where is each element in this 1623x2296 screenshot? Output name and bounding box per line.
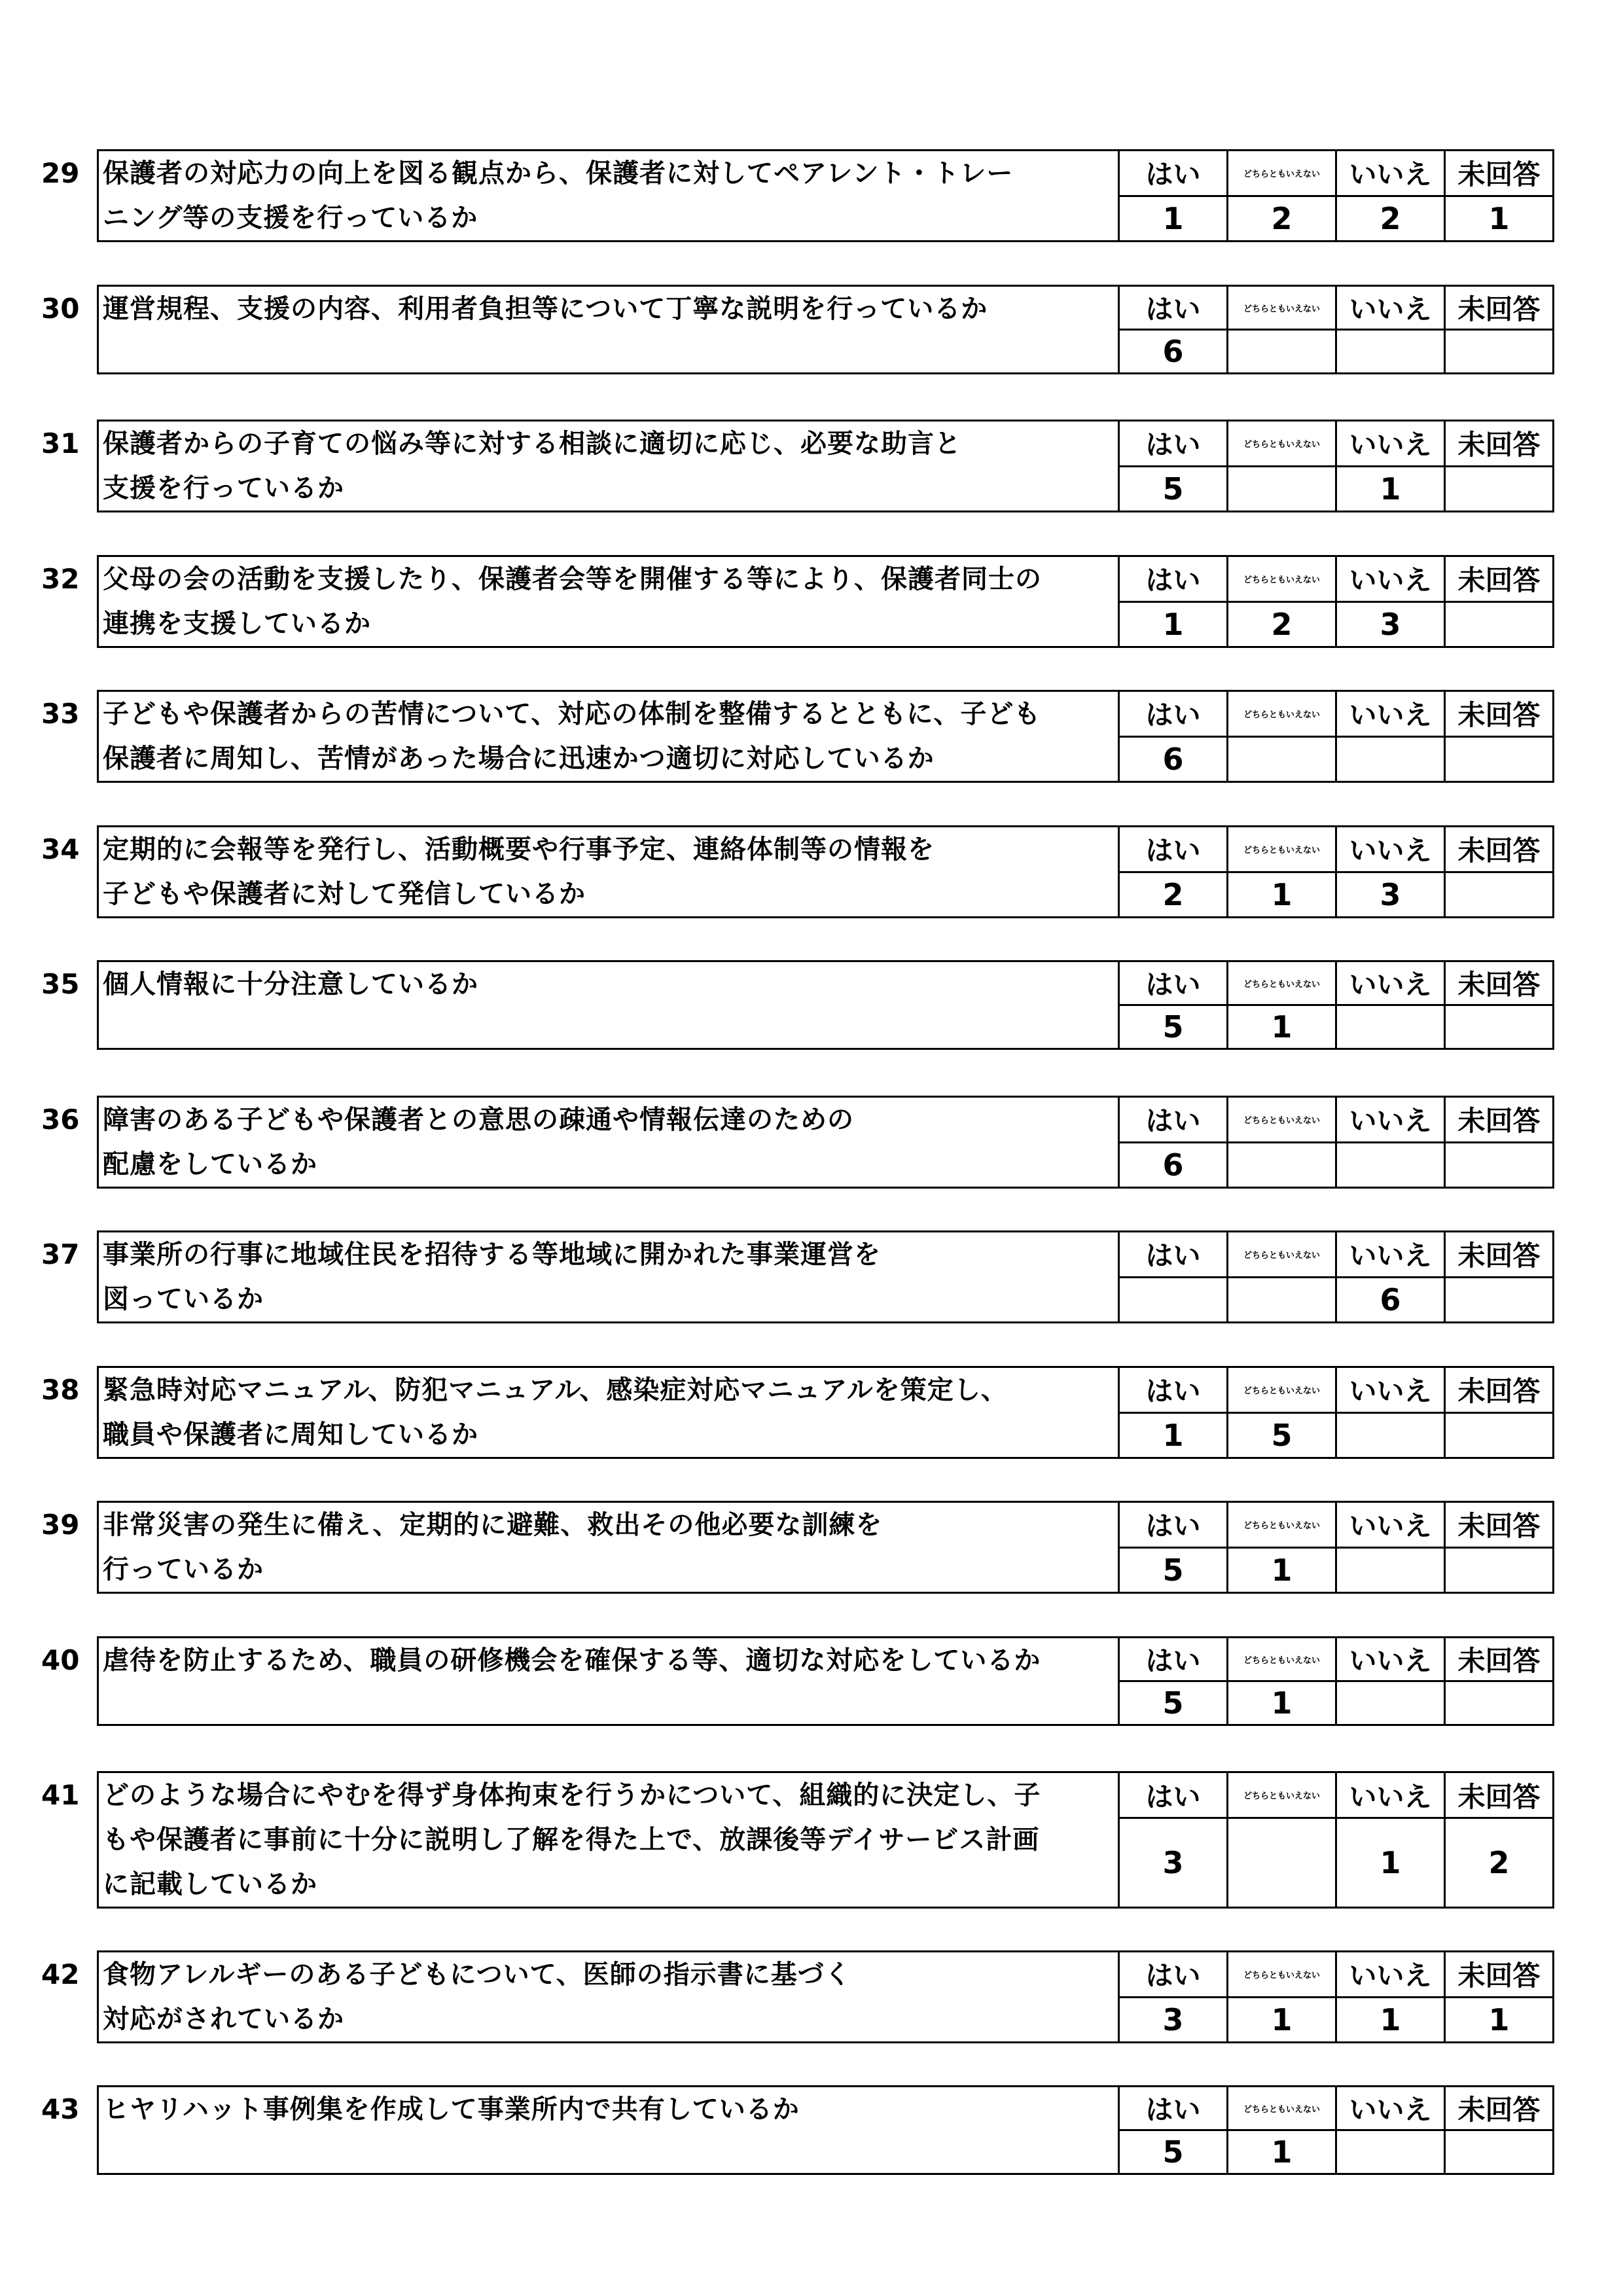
answer-count xyxy=(1228,736,1336,782)
question-text xyxy=(98,1772,1119,1908)
question-number: 35 xyxy=(41,968,80,1000)
question-number: 31 xyxy=(41,427,80,459)
question-text xyxy=(98,1232,1119,1323)
question-text-line: 個人情報に十分注意しているか xyxy=(103,969,478,999)
question-text-line: 行っているか xyxy=(103,1554,264,1585)
answer-count: 1 xyxy=(1445,1997,1554,2043)
question-number: 30 xyxy=(41,293,80,325)
question-item xyxy=(41,1950,1543,2043)
question-item xyxy=(41,1096,1543,1189)
answer-header: いいえ xyxy=(1336,1502,1445,1548)
answer-count: 2 xyxy=(1445,1818,1554,1908)
answer-count: 5 xyxy=(1119,466,1228,512)
question-item xyxy=(41,960,1543,1050)
answer-header: はい xyxy=(1119,1097,1228,1143)
question-text-line: 虐待を防止するため、職員の研修機会を確保する等、適切な対応をしているか xyxy=(103,1645,1041,1676)
answer-count: 6 xyxy=(1336,1277,1445,1323)
question-text xyxy=(98,151,1119,242)
answer-header: はい xyxy=(1119,1502,1228,1548)
answer-count: 1 xyxy=(1119,1412,1228,1458)
question-text-line: 緊急時対応マニュアル、防犯マニュアル、感染症対応マニュアルを策定し、 xyxy=(103,1375,1008,1405)
answer-count: 1 xyxy=(1228,2130,1336,2174)
answer-header: どちらともいえない xyxy=(1228,286,1336,330)
answer-count xyxy=(1445,1412,1554,1458)
answer-count: 2 xyxy=(1119,872,1228,918)
answer-header: いいえ xyxy=(1336,1952,1445,1998)
answer-header: はい xyxy=(1119,2087,1228,2130)
answer-count xyxy=(1445,1547,1554,1593)
question-text-line: 職員や保護者に周知しているか xyxy=(103,1420,478,1450)
answer-header: 未回答 xyxy=(1445,1097,1554,1143)
question-text-line: もや保護者に事前に十分に説明し了解を得た上で、放課後等デイサービス計画 xyxy=(103,1825,1040,1855)
answer-count: 1 xyxy=(1228,1997,1336,2043)
answer-header: はい xyxy=(1119,286,1228,330)
question-text-line: 子どもや保護者に対して発信しているか xyxy=(103,879,586,909)
answer-count xyxy=(1228,466,1336,512)
question-number: 29 xyxy=(41,157,80,189)
answer-count xyxy=(1445,2130,1554,2174)
answer-header: 未回答 xyxy=(1445,151,1554,196)
answer-header: どちらともいえない xyxy=(1228,556,1336,602)
question-text-line: 連携を支援しているか xyxy=(103,609,371,639)
question-table xyxy=(97,825,1554,918)
answer-header: いいえ xyxy=(1336,1772,1445,1818)
question-item xyxy=(41,1771,1543,1909)
answer-count xyxy=(1336,1681,1445,1725)
answer-header: どちらともいえない xyxy=(1228,2087,1336,2130)
answer-header: 未回答 xyxy=(1445,1952,1554,1998)
question-table xyxy=(97,149,1554,242)
answer-header: 未回答 xyxy=(1445,286,1554,330)
answer-count: 5 xyxy=(1228,1412,1336,1458)
question-item xyxy=(41,285,1543,374)
answer-header: どちらともいえない xyxy=(1228,961,1336,1005)
question-text-line: 保護者に周知し、苦情があった場合に迅速かつ適切に対応しているか xyxy=(103,744,935,774)
answer-header: はい xyxy=(1119,1367,1228,1413)
answer-count: 2 xyxy=(1336,196,1445,242)
answer-count xyxy=(1445,736,1554,782)
answer-header: いいえ xyxy=(1336,961,1445,1005)
question-number: 40 xyxy=(41,1644,80,1676)
question-text-line: 障害のある子どもや保護者との意思の疎通や情報伝達のための xyxy=(103,1105,854,1135)
question-text xyxy=(98,691,1119,782)
question-text xyxy=(98,1638,1119,1725)
question-text xyxy=(98,1097,1119,1188)
answer-header: 未回答 xyxy=(1445,1502,1554,1548)
question-text-line: 父母の会の活動を支援したり、保護者会等を開催する等により、保護者同士の xyxy=(103,564,1042,594)
answer-header: 未回答 xyxy=(1445,961,1554,1005)
answer-header: いいえ xyxy=(1336,421,1445,467)
question-text-line: 保護者の対応力の向上を図る観点から、保護者に対してペアレント・トレー xyxy=(103,158,1014,188)
answer-header: 未回答 xyxy=(1445,691,1554,737)
answer-header: どちらともいえない xyxy=(1228,421,1336,467)
question-text xyxy=(98,1952,1119,2043)
question-number: 32 xyxy=(41,563,80,595)
answer-count xyxy=(1445,1142,1554,1188)
answer-header: はい xyxy=(1119,691,1228,737)
answer-count: 2 xyxy=(1228,196,1336,242)
question-text-line: 定期的に会報等を発行し、活動概要や行事予定、連絡体制等の情報を xyxy=(103,834,935,865)
answer-count xyxy=(1445,601,1554,647)
question-table xyxy=(97,1096,1554,1189)
answer-count: 3 xyxy=(1336,872,1445,918)
answer-header: はい xyxy=(1119,1232,1228,1278)
answer-count xyxy=(1445,330,1554,374)
answer-count xyxy=(1445,1277,1554,1323)
question-table xyxy=(97,690,1554,783)
question-table xyxy=(97,1230,1554,1323)
answer-header: はい xyxy=(1119,151,1228,196)
question-table xyxy=(97,420,1554,512)
question-text-line: 子どもや保護者からの苦情について、対応の体制を整備するとともに、子ども xyxy=(103,699,1041,729)
question-item xyxy=(41,825,1543,918)
question-number: 38 xyxy=(41,1374,80,1406)
answer-header: はい xyxy=(1119,421,1228,467)
answer-header: いいえ xyxy=(1336,1367,1445,1413)
answer-count: 3 xyxy=(1119,1997,1228,2043)
question-item xyxy=(41,1501,1543,1594)
question-item xyxy=(41,555,1543,648)
question-table xyxy=(97,1366,1554,1459)
answer-header: いいえ xyxy=(1336,1638,1445,1681)
answer-header: どちらともいえない xyxy=(1228,1502,1336,1548)
answer-count: 1 xyxy=(1228,1681,1336,1725)
answer-header: 未回答 xyxy=(1445,421,1554,467)
answer-count xyxy=(1336,736,1445,782)
question-item xyxy=(41,149,1543,242)
question-table xyxy=(97,1771,1554,1909)
answer-count: 3 xyxy=(1119,1818,1228,1908)
answer-count xyxy=(1445,466,1554,512)
question-text xyxy=(98,961,1119,1049)
question-number: 33 xyxy=(41,698,80,730)
question-number: 36 xyxy=(41,1103,80,1136)
answer-count xyxy=(1445,872,1554,918)
question-table xyxy=(97,1950,1554,2043)
answer-count: 1 xyxy=(1336,1997,1445,2043)
question-item xyxy=(41,1366,1543,1459)
question-item xyxy=(41,1636,1543,1726)
answer-header: 未回答 xyxy=(1445,556,1554,602)
question-text xyxy=(98,2087,1119,2174)
answer-count: 1 xyxy=(1228,872,1336,918)
answer-count xyxy=(1445,1005,1554,1049)
answer-header: はい xyxy=(1119,961,1228,1005)
question-text xyxy=(98,827,1119,918)
answer-header: どちらともいえない xyxy=(1228,691,1336,737)
answer-header: いいえ xyxy=(1336,1232,1445,1278)
question-text-line: 支援を行っているか xyxy=(103,473,344,503)
question-item xyxy=(41,1230,1543,1323)
answer-header: はい xyxy=(1119,827,1228,872)
answer-header: いいえ xyxy=(1336,2087,1445,2130)
answer-count: 6 xyxy=(1119,1142,1228,1188)
answer-count: 1 xyxy=(1228,1547,1336,1593)
question-text xyxy=(98,1502,1119,1593)
question-text-line: どのような場合にやむを得ず身体拘束を行うかについて、組織的に決定し、子 xyxy=(103,1780,1041,1810)
question-table xyxy=(97,555,1554,648)
answer-count: 1 xyxy=(1445,196,1554,242)
answer-header: どちらともいえない xyxy=(1228,827,1336,872)
question-number: 37 xyxy=(41,1238,80,1270)
question-table xyxy=(97,285,1554,374)
question-table xyxy=(97,1501,1554,1594)
question-table xyxy=(97,960,1554,1050)
answer-count xyxy=(1336,2130,1445,2174)
question-table xyxy=(97,2085,1554,2175)
answer-count xyxy=(1445,1681,1554,1725)
answer-count xyxy=(1336,330,1445,374)
question-item xyxy=(41,2085,1543,2175)
answer-count: 5 xyxy=(1119,1547,1228,1593)
question-text xyxy=(98,556,1119,647)
question-item xyxy=(41,420,1543,512)
answer-count: 6 xyxy=(1119,330,1228,374)
question-text-line: 食物アレルギーのある子どもについて、医師の指示書に基づく xyxy=(103,1960,851,1990)
answer-count xyxy=(1336,1005,1445,1049)
answer-count: 1 xyxy=(1336,466,1445,512)
answer-count xyxy=(1336,1547,1445,1593)
answer-header: はい xyxy=(1119,1772,1228,1818)
answer-count xyxy=(1228,1818,1336,1908)
question-text-line: 事業所の行事に地域住民を招待する等地域に開かれた事業運営を xyxy=(103,1240,881,1270)
question-text-line: に記載しているか xyxy=(103,1869,317,1899)
question-text-line: 保護者からの子育ての悩み等に対する相談に適切に応じ、必要な助言と xyxy=(103,429,961,459)
answer-header: どちらともいえない xyxy=(1228,1097,1336,1143)
question-text-line: 図っているか xyxy=(103,1284,264,1314)
answer-count: 5 xyxy=(1119,1681,1228,1725)
answer-header: いいえ xyxy=(1336,556,1445,602)
answer-header: はい xyxy=(1119,1638,1228,1681)
question-number: 42 xyxy=(41,1958,80,1990)
question-text xyxy=(98,1367,1119,1458)
answer-count: 1 xyxy=(1119,196,1228,242)
answer-header: 未回答 xyxy=(1445,1638,1554,1681)
answer-count xyxy=(1228,330,1336,374)
answer-header: いいえ xyxy=(1336,151,1445,196)
question-number: 43 xyxy=(41,2093,80,2125)
question-text xyxy=(98,421,1119,512)
answer-header: どちらともいえない xyxy=(1228,1772,1336,1818)
question-text xyxy=(98,286,1119,374)
question-text-line: 対応がされているか xyxy=(103,2004,344,2034)
answer-header: いいえ xyxy=(1336,691,1445,737)
answer-header: どちらともいえない xyxy=(1228,1638,1336,1681)
answer-count xyxy=(1228,1142,1336,1188)
question-text-line: 非常災害の発生に備え、定期的に避難、救出その他必要な訓練を xyxy=(103,1510,883,1540)
answer-header: どちらともいえない xyxy=(1228,1232,1336,1278)
answer-header: どちらともいえない xyxy=(1228,1367,1336,1413)
question-text-line: 運営規程、支援の内容、利用者負担等について丁寧な説明を行っているか xyxy=(103,294,988,324)
question-item xyxy=(41,690,1543,783)
answer-header: 未回答 xyxy=(1445,827,1554,872)
answer-count: 1 xyxy=(1119,601,1228,647)
question-text-line: ヒヤリハット事例集を作成して事業所内で共有しているか xyxy=(103,2094,800,2125)
answer-count: 5 xyxy=(1119,1005,1228,1049)
answer-header: はい xyxy=(1119,1952,1228,1998)
answer-header: どちらともいえない xyxy=(1228,1952,1336,1998)
answer-count: 3 xyxy=(1336,601,1445,647)
answer-header: いいえ xyxy=(1336,827,1445,872)
question-table xyxy=(97,1636,1554,1726)
question-text-line: ニング等の支援を行っているか xyxy=(103,203,478,233)
answer-count: 6 xyxy=(1119,736,1228,782)
question-number: 39 xyxy=(41,1509,80,1541)
answer-count xyxy=(1119,1277,1228,1323)
answer-header: いいえ xyxy=(1336,1097,1445,1143)
answer-header: 未回答 xyxy=(1445,1367,1554,1413)
question-text-line: 配慮をしているか xyxy=(103,1149,317,1179)
answer-count: 1 xyxy=(1228,1005,1336,1049)
answer-count: 5 xyxy=(1119,2130,1228,2174)
answer-header: 未回答 xyxy=(1445,1772,1554,1818)
answer-header: はい xyxy=(1119,556,1228,602)
answer-count xyxy=(1228,1277,1336,1323)
question-number: 34 xyxy=(41,833,80,865)
answer-header: 未回答 xyxy=(1445,1232,1554,1278)
answer-count xyxy=(1336,1142,1445,1188)
answer-count: 1 xyxy=(1336,1818,1445,1908)
answer-count xyxy=(1336,1412,1445,1458)
question-number: 41 xyxy=(41,1779,80,1811)
answer-header: いいえ xyxy=(1336,286,1445,330)
answer-count: 2 xyxy=(1228,601,1336,647)
answer-header: 未回答 xyxy=(1445,2087,1554,2130)
answer-header: どちらともいえない xyxy=(1228,151,1336,196)
